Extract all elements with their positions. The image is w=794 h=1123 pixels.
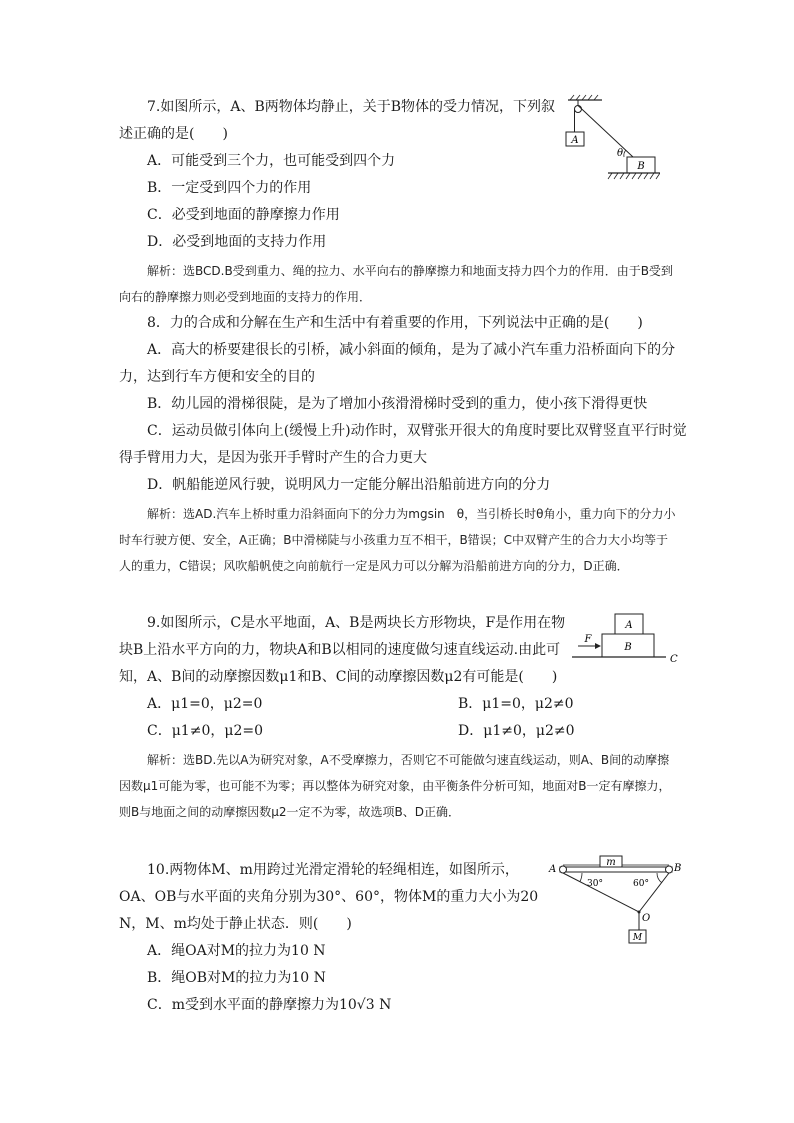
q8-option-b: B．幼儿园的滑梯很陡，是为了增加小孩滑滑梯时受到的重力，使小孩下滑得更快 xyxy=(147,396,648,412)
q10-angle-left: 30° xyxy=(587,879,603,889)
q10-option-c: C．m受到水平面的静摩擦力为10√3 N xyxy=(147,997,392,1013)
q8-option-d: D．帆船能逆风行驶，说明风力一定能分解出沿船前进方向的分力 xyxy=(147,477,551,493)
q7-option-d: D．必受到地面的支持力作用 xyxy=(147,234,327,250)
q7-label-theta: θ xyxy=(617,148,624,159)
q7-stem: 7.如图所示，A、B两物体均静止，关于B物体的受力情况，下列叙述正确的是( ) xyxy=(119,99,556,142)
q10-option-a: A．绳OA对M的拉力为10 N xyxy=(147,943,326,959)
q10-label-b: B xyxy=(674,863,682,874)
q9-label-c: C xyxy=(670,654,678,665)
q9-option-a: A．μ1=0，μ2=0 xyxy=(147,696,263,712)
q7-label-a: A xyxy=(571,135,579,146)
q10-angle-right: 60° xyxy=(633,879,649,889)
q10-option-b: B．绳OB对M的拉力为10 N xyxy=(147,970,326,986)
q9-label-f: F xyxy=(584,634,592,645)
q8-option-a: A．高大的桥要建很长的引桥，减小斜面的倾角，是为了减小汽车重力沿桥面向下的分力，达到行车方便和安全的目的 xyxy=(119,342,676,385)
q8-option-c: C．运动员做引体向上(缓慢上升)动作时，双臂张开很大的角度时要比双臂竖直平行时觉得手臂用力大，是因为张开手臂时产生的合力更大 xyxy=(119,423,687,466)
q7-option-b: B．一定受到四个力的作用 xyxy=(147,180,312,196)
q9-option-c: C．μ1≠0，μ2=0 xyxy=(147,723,263,739)
q9-analysis: 解析：选BD.先以A为研究对象，A不受摩擦力，否则它不可能做匀速直线运动，则A、B间的动摩擦因数μ1可能为零，也可能不为零；再以整体为研究对象，由平衡条件分析可知，地面对B一定有摩擦力，则B与地面之间的动摩擦因数μ2一定不为零，故选项B、D正确． xyxy=(119,753,671,819)
q10-stem: 10.两物体M、m用跨过光滑定滑轮的轻绳相连，如图所示，OA、OB与水平面的夹角分别为30°、60°，物体M的重力大小为20 N，M、m均处于静止状态．则( ) xyxy=(119,862,539,932)
q10-label-m-big: M xyxy=(632,933,643,943)
q7-option-a: A．可能受到三个力，也可能受到四个力 xyxy=(147,153,396,169)
q9-label-b: B xyxy=(624,642,632,653)
q9-figure xyxy=(570,612,682,670)
q10-table xyxy=(560,867,672,872)
q9-option-d: D．μ1≠0，μ2≠0 xyxy=(458,723,575,739)
q9-label-a: A xyxy=(625,620,633,631)
q7-option-c: C．必受到地面的静摩擦力作用 xyxy=(147,207,340,223)
q10-label-o: O xyxy=(642,913,651,924)
q8-stem: 8．力的合成和分解在生产和生活中有着重要的作用，下列说法中正确的是( ) xyxy=(147,315,643,331)
q10-label-m-small: m xyxy=(606,857,616,868)
q10-label-a: A xyxy=(549,864,557,875)
q7-analysis: 解析：选BCD.B受到重力、绳的拉力、水平向右的静摩擦力和地面支持力四个力的作用．由于B受到向右的静摩擦力则必受到地面的支持力的作用． xyxy=(119,264,673,304)
q7-figure xyxy=(560,94,660,184)
q8-analysis: 解析：选AD.汽车上桥时重力沿斜面向下的分力为mgsin θ，当引桥长时θ角小，重力向下的分力小时车行驶方便、安全，A正确；B中滑梯陡与小孩重力互不相干，B错误；C中双臂产生的合力大小均等于人的重力，C错误；风吹船帆使之向前航行一定是风力可以分解为沿船前进方向的分力，D正确． xyxy=(119,507,676,573)
q7-label-b: B xyxy=(637,161,645,172)
q10-figure xyxy=(548,855,684,945)
q9-stem: 9.如图所示，C是水平地面，A、B是两块长方形物块，F是作用在物块B上沿水平方向的力，物块A和B以相同的速度做匀速直线运动.由此可知，A、B间的动摩擦因数μ1和B、C间的动摩擦因数μ2有可能是( ) xyxy=(119,615,566,685)
q9-option-b: B．μ1=0，μ2≠0 xyxy=(458,696,574,712)
